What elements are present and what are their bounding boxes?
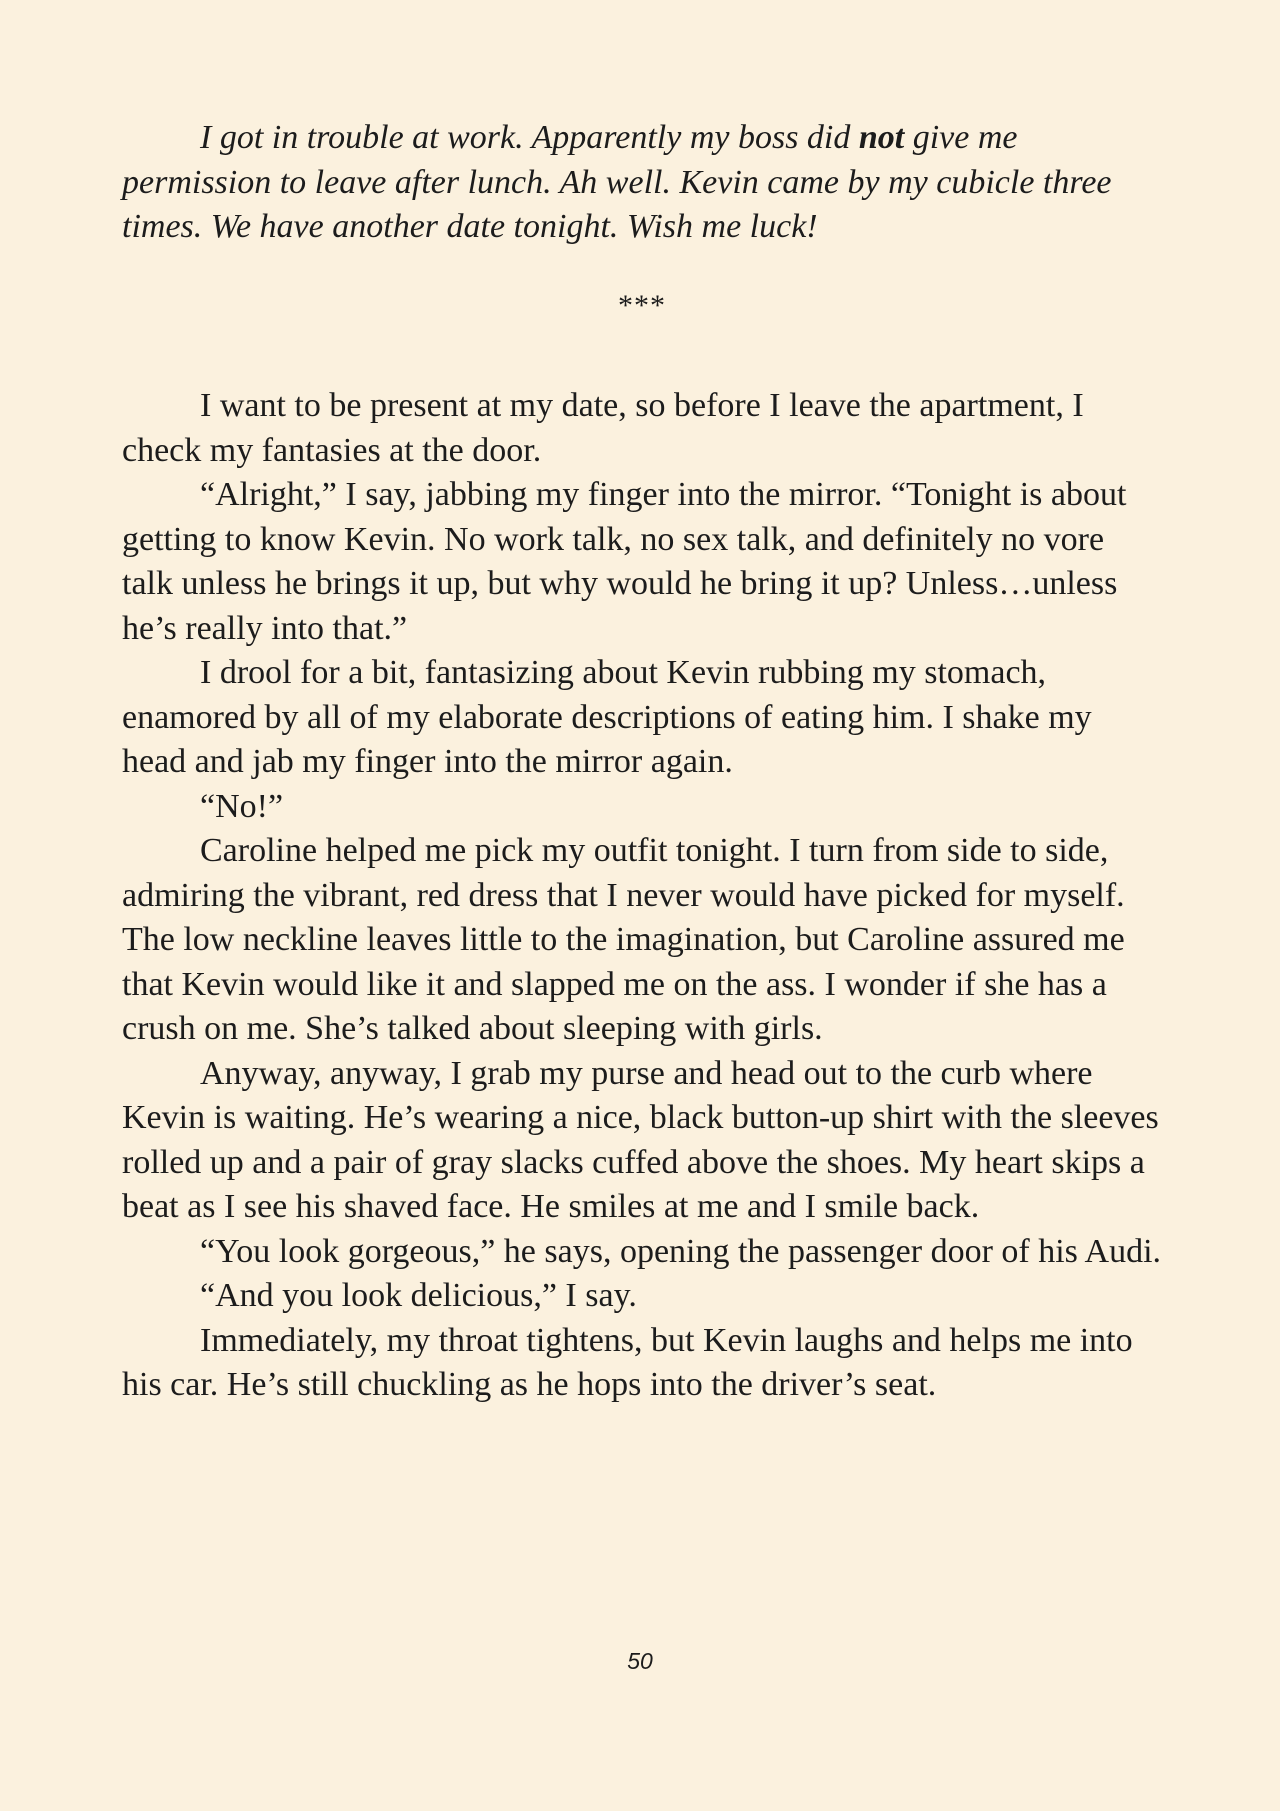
journal-entry — [122, 116, 1162, 250]
journal-bold-word: not — [858, 119, 905, 156]
paragraph: “And you look delicious,” I say. — [200, 1277, 637, 1314]
paragraph: Immediately, my throat tightens, but Kevin laughs and helps me into his car. He’s still chuckling as he hops into the driver’s seat. — [122, 1321, 1133, 1403]
journal-text-end: give me permission to leave after lunch. Ah well. Kevin came by my cubicle three times. We have another date tonight. Wish me luck! — [122, 119, 1112, 245]
scene-separator: *** — [618, 288, 666, 322]
paragraph: I want to be present at my date, so before I leave the apartment, I check my fantasies at the door. — [122, 387, 1084, 469]
journal-text-start: I got in trouble at work. Apparently my boss did — [200, 119, 859, 156]
page-body — [122, 116, 1162, 1408]
paragraph: “No!” — [200, 787, 284, 825]
paragraph: “Alright,” I say, jabbing my finger into the mirror. “Tonight is about getting to know Kevin. No work talk, no sex talk, and definitely no vore talk unless he brings it up, but why would he bring it up? Unless…unless he’s really into that.” — [122, 476, 1127, 647]
paragraph: I drool for a bit, fantasizing about Kevin rubbing my stomach, enamored by all of my elaborate descriptions of eating him. I shake my head and jab my finger into the mirror again. — [122, 654, 1092, 780]
paragraph: Caroline helped me pick my outfit tonight. I turn from side to side, admiring the vibrant, red dress that I never would have picked for myself. The low neckline leaves little to the imagination, but Caroline assured me that Kevin would like it and slapped me on the ass. I wonder if she has a crush on me. She’s talked about sleeping with girls. — [122, 832, 1125, 1047]
paragraph: “You look gorgeous,” he says, opening the passenger door of his Audi. — [200, 1232, 1162, 1270]
page-number: 50 — [627, 1648, 653, 1674]
paragraph: Anyway, anyway, I grab my purse and head out to the curb where Kevin is waiting. He’s wearing a nice, black button-up shirt with the sleeves rolled up and a pair of gray slacks cuffed above the shoes. My heart skips a beat as I see his shaved face. He smiles at me and I smile back. — [122, 1054, 1159, 1225]
prose-section — [122, 384, 1162, 1408]
